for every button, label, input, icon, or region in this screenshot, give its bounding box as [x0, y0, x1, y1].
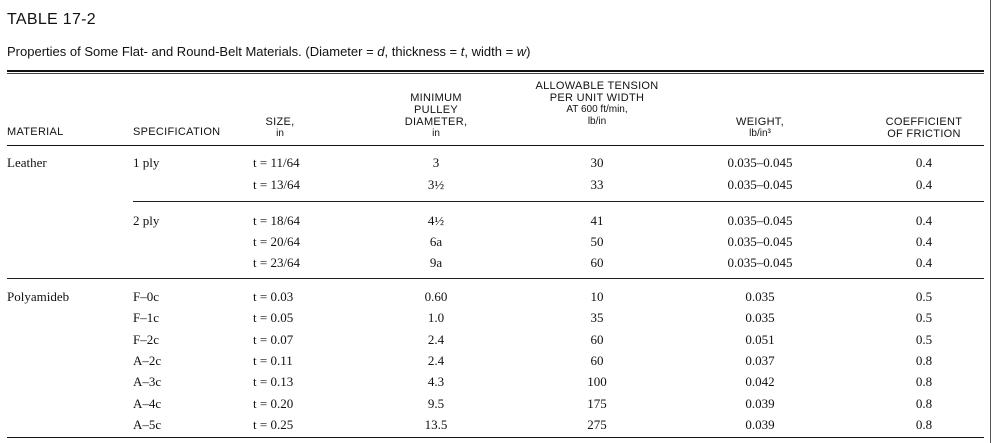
cell-size-row-4: t = 20/64 — [253, 234, 301, 249]
cell-spec-row-9: A–2c — [133, 353, 162, 368]
header-tension-unit: lb/in — [587, 116, 607, 127]
cell-friction-row-1: 0.4 — [915, 155, 933, 170]
cell-spec-row-8: F–2c — [133, 332, 159, 347]
cell-weight-row-6: 0.035 — [745, 289, 775, 304]
cell-weight-row-11: 0.039 — [745, 396, 775, 411]
cell-size-row-5: t = 23/64 — [253, 255, 301, 270]
cell-pulley-row-4: 6a — [429, 234, 443, 249]
header-pulley-line1: MINIMUM — [410, 92, 462, 104]
cell-tension-row-1: 30 — [590, 155, 604, 170]
header-pulley-line2: PULLEY — [414, 104, 458, 116]
cell-spec-row-12: A–5c — [133, 417, 162, 432]
cell-size-row-12: t = 0.25 — [253, 417, 294, 432]
cell-tension-row-12: 275 — [587, 417, 607, 432]
cell-pulley-row-9: 2.4 — [427, 353, 445, 368]
header-pulley — [366, 92, 506, 140]
cell-size-row-1: t = 11/64 — [253, 155, 300, 170]
cell-weight-row-1: 0.035–0.045 — [727, 155, 793, 170]
cell-friction-row-8: 0.5 — [915, 332, 933, 347]
caption-sep2: , width = — [464, 44, 517, 59]
caption-t: t — [460, 44, 465, 59]
caption-sep1: , thickness = — [384, 44, 461, 59]
cell-weight-row-8: 0.051 — [745, 332, 775, 347]
cell-spec-row-3: 2 ply — [133, 213, 160, 228]
cell-friction-row-11: 0.8 — [915, 396, 933, 411]
group-separator-leather — [133, 201, 984, 202]
header-size — [240, 116, 320, 140]
cell-tension-row-11: 175 — [587, 396, 607, 411]
cell-pulley-row-12: 13.5 — [424, 417, 448, 432]
cell-size-row-10: t = 0.13 — [253, 374, 294, 389]
header-specification: SPECIFICATION — [133, 126, 221, 138]
top-rule-thin — [7, 73, 984, 74]
cell-weight-row-9: 0.037 — [745, 353, 775, 368]
cell-material-row-1: Leather — [7, 155, 47, 170]
cell-pulley-row-1: 3 — [432, 155, 440, 170]
cell-spec-row-10: A–3c — [133, 374, 162, 389]
cell-weight-row-12: 0.039 — [745, 417, 775, 432]
cell-friction-row-4: 0.4 — [915, 234, 933, 249]
cell-weight-row-3: 0.035–0.045 — [727, 213, 793, 228]
cell-weight-row-2: 0.035–0.045 — [727, 177, 793, 192]
cell-spec-row-6: F–0c — [133, 289, 159, 304]
cell-weight-row-10: 0.042 — [745, 374, 775, 389]
cell-material-row-6: Polyamideb — [7, 289, 70, 304]
header-tension-line1: ALLOWABLE TENSION — [535, 80, 659, 92]
cell-pulley-row-10: 4.3 — [427, 374, 445, 389]
table-caption — [7, 44, 531, 59]
cell-tension-row-8: 60 — [590, 332, 604, 347]
header-rule — [7, 145, 984, 146]
cell-tension-row-10: 100 — [587, 374, 607, 389]
header-friction-line2: OF FRICTION — [887, 128, 961, 140]
caption-end: ) — [526, 44, 531, 59]
cell-size-row-8: t = 0.07 — [253, 332, 294, 347]
cell-tension-row-3: 41 — [590, 213, 604, 228]
cell-tension-row-2: 33 — [590, 177, 604, 192]
cell-friction-row-10: 0.8 — [915, 374, 933, 389]
cell-size-row-11: t = 0.20 — [253, 396, 294, 411]
cell-friction-row-6: 0.5 — [915, 289, 933, 304]
header-pulley-line3: DIAMETER, — [404, 116, 468, 128]
cell-weight-row-4: 0.035–0.045 — [727, 234, 793, 249]
cell-pulley-row-6: 0.60 — [424, 289, 448, 304]
cell-tension-row-7: 35 — [590, 310, 604, 325]
page-border — [990, 0, 991, 443]
cell-friction-row-2: 0.4 — [915, 177, 933, 192]
top-rule — [7, 70, 984, 72]
cell-pulley-row-2: 3½ — [427, 177, 445, 192]
cell-size-row-9: t = 0.11 — [253, 353, 293, 368]
header-friction-line1: COEFFICIENT — [885, 116, 963, 128]
header-weight-unit: lb/in³ — [749, 128, 771, 139]
cell-weight-row-7: 0.035 — [745, 310, 775, 325]
cell-size-row-2: t = 13/64 — [253, 177, 301, 192]
cell-friction-row-5: 0.4 — [915, 255, 933, 270]
caption-text: Properties of Some Flat- and Round-Belt Materials. (Diameter = — [7, 44, 378, 59]
cell-spec-row-11: A–4c — [133, 396, 162, 411]
header-material: MATERIAL — [7, 126, 64, 138]
cell-size-row-3: t = 18/64 — [253, 213, 301, 228]
header-size-line1: SIZE, — [265, 116, 295, 128]
header-tension-line2: PER UNIT WIDTH — [549, 92, 645, 104]
cell-size-row-6: t = 0.03 — [253, 289, 294, 304]
cell-friction-row-7: 0.5 — [915, 310, 933, 325]
cell-pulley-row-11: 9.5 — [427, 396, 445, 411]
header-pulley-unit: in — [432, 128, 440, 139]
header-tension — [497, 80, 697, 128]
cell-weight-row-5: 0.035–0.045 — [727, 255, 793, 270]
cell-friction-row-3: 0.4 — [915, 213, 933, 228]
cell-tension-row-9: 60 — [590, 353, 604, 368]
cell-pulley-row-5: 9a — [429, 255, 443, 270]
cell-pulley-row-3: 4½ — [427, 213, 445, 228]
cell-tension-row-4: 50 — [590, 234, 604, 249]
cell-spec-row-7: F–1c — [133, 310, 159, 325]
bottom-rule — [7, 437, 984, 438]
header-weight — [700, 116, 820, 140]
cell-friction-row-12: 0.8 — [915, 417, 933, 432]
cell-pulley-row-7: 1.0 — [427, 310, 445, 325]
header-weight-line1: WEIGHT, — [736, 116, 784, 128]
cell-friction-row-9: 0.8 — [915, 353, 933, 368]
group-separator-polyamide — [7, 278, 984, 279]
header-tension-line3: AT 600 ft/min, — [566, 104, 628, 115]
caption-d: d — [377, 44, 385, 59]
cell-spec-row-1: 1 ply — [133, 155, 160, 170]
cell-size-row-7: t = 0.05 — [253, 310, 294, 325]
cell-tension-row-6: 10 — [590, 289, 604, 304]
caption-w: w — [516, 44, 527, 59]
header-size-unit: in — [276, 128, 284, 139]
cell-tension-row-5: 60 — [590, 255, 604, 270]
table-number: TABLE 17-2 — [7, 11, 96, 28]
header-friction — [860, 116, 988, 140]
cell-pulley-row-8: 2.4 — [427, 332, 445, 347]
